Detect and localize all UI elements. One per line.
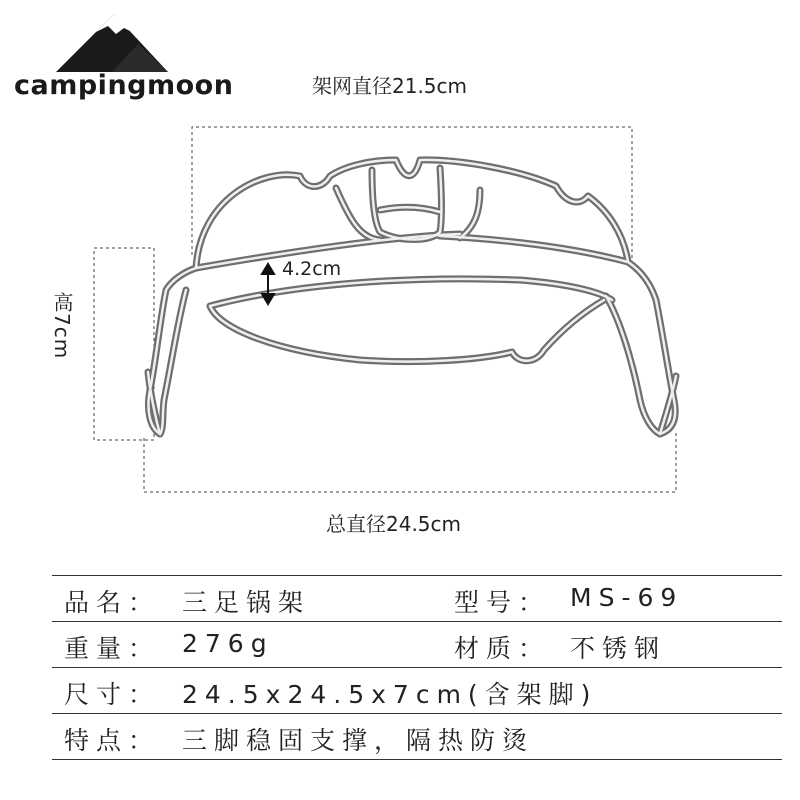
spec-value: 三脚稳固支撑，隔热防烫 bbox=[182, 726, 535, 755]
spec-value: MS-69 bbox=[570, 583, 684, 612]
spec-key: 特点： bbox=[64, 726, 161, 755]
net-diameter-label: 架网直径21.5cm bbox=[312, 74, 468, 98]
height-label: 高7cm bbox=[50, 292, 74, 360]
spec-key: 品名： bbox=[64, 588, 161, 617]
spec-key: 材质： bbox=[454, 634, 551, 663]
spec-key: 型号： bbox=[454, 588, 551, 617]
spec-value: 三足锅架 bbox=[182, 588, 311, 617]
spec-value: 24.5x24.5x7cm(含架脚) bbox=[182, 680, 598, 709]
spec-value: 不锈钢 bbox=[570, 634, 667, 663]
stand-frame bbox=[148, 160, 676, 434]
spec-key: 尺寸： bbox=[64, 680, 161, 709]
spec-row-features bbox=[52, 714, 782, 760]
inner-height-label: 4.2cm bbox=[282, 258, 342, 280]
total-diameter-label: 总直径24.5cm bbox=[326, 512, 462, 536]
spec-key: 重量： bbox=[64, 634, 161, 663]
spec-table bbox=[52, 575, 782, 760]
inner-height-arrow bbox=[262, 264, 274, 304]
spec-row-weight bbox=[52, 622, 782, 668]
spec-row-size bbox=[52, 668, 782, 714]
spec-row-name bbox=[52, 575, 782, 622]
brand-name: campingmoon bbox=[14, 70, 234, 101]
spec-value: 276g bbox=[182, 629, 274, 658]
